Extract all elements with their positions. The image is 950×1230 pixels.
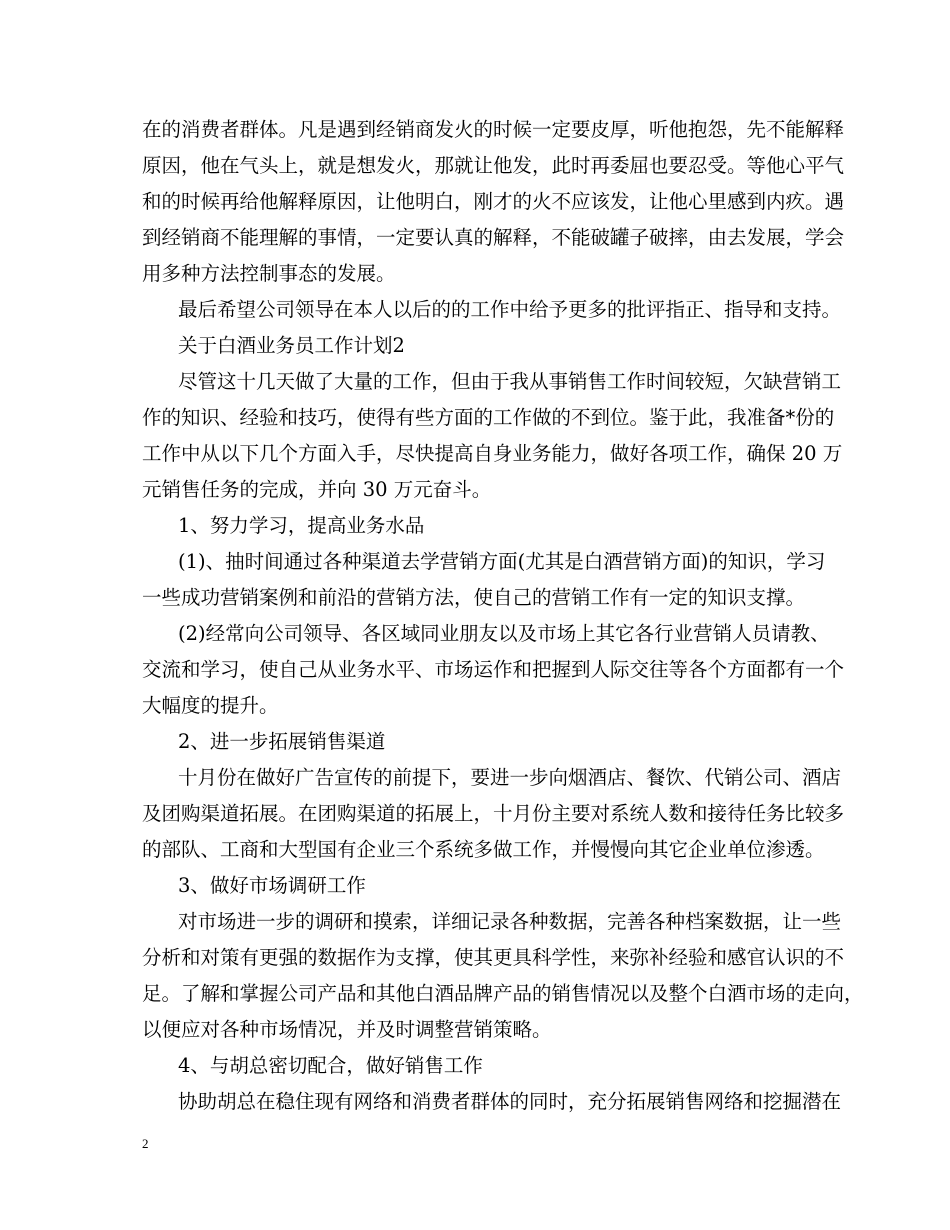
text-line: (1)、抽时间通过各种渠道去学营销方面(尤其是白酒营销方面)的知识，学习: [178, 550, 826, 573]
text-line: 分析和对策有更强的数据作为支撑，使其更具科学性，来弥补经验和感官认识的不: [142, 946, 845, 969]
text-line: 原因，他在气头上，就是想发火，那就让他发，此时再委屈也要忍受。等他心平气: [142, 154, 845, 177]
text-line: 尽管这十几天做了大量的工作，但由于我从事销售工作时间较短，欠缺营销工: [178, 370, 842, 393]
text-line: 大幅度的提升。: [142, 694, 279, 717]
text-line: (2)经常向公司领导、各区域同业朋友以及市场上其它各行业营销人员请教、: [178, 622, 830, 645]
text-line: 协助胡总在稳住现有网络和消费者群体的同时，充分拓展销售网络和挖掘潜在: [178, 1090, 842, 1113]
text-line: 作的知识、经验和技巧，使得有些方面的工作做的不到位。鉴于此，我准备*份的: [142, 406, 835, 429]
heading-1: 1、努力学习，提高业务水品: [178, 514, 425, 537]
heading-4: 4、与胡总密切配合，做好销售工作: [178, 1054, 483, 1077]
text-line: 元销售任务的完成，并向 30 万元奋斗。: [142, 478, 492, 501]
section-title: 关于白酒业务员工作计划2: [178, 334, 405, 357]
text-line: 对市场进一步的调研和摸索，详细记录各种数据，完善各种档案数据，让一些: [178, 910, 842, 933]
text-line: 最后希望公司领导在本人以后的的工作中给予更多的批评指正、指导和支持。: [178, 298, 842, 321]
text-line: 和的时候再给他解释原因，让他明白，刚才的火不应该发，让他心里感到内疚。遇: [142, 190, 845, 213]
text-line: 足。了解和掌握公司产品和其他白酒品牌产品的销售情况以及整个白酒市场的走向，: [142, 982, 864, 1005]
heading-2: 2、进一步拓展销售渠道: [178, 730, 386, 753]
text-line: 及团购渠道拓展。在团购渠道的拓展上，十月份主要对系统人数和接待任务比较多: [142, 802, 845, 825]
text-line: 工作中从以下几个方面入手，尽快提高自身业务能力，做好各项工作，确保 20 万: [142, 442, 843, 465]
text-line: 十月份在做好广告宣传的前提下，要进一步向烟酒店、餐饮、代销公司、酒店: [178, 766, 842, 789]
text-line: 的部队、工商和大型国有企业三个系统多做工作，并慢慢向其它企业单位渗透。: [142, 838, 825, 861]
text-line: 一些成功营销案例和前沿的营销方法，使自己的营销工作有一定的知识支撑。: [142, 586, 806, 609]
text-line: 以便应对各种市场情况，并及时调整营销策略。: [142, 1018, 552, 1041]
text-line: 在的消费者群体。凡是遇到经销商发火的时候一定要皮厚，听他抱怨，先不能解释: [142, 118, 845, 141]
heading-3: 3、做好市场调研工作: [178, 874, 366, 897]
page-number: 2: [142, 1136, 149, 1151]
text-line: 用多种方法控制事态的发展。: [142, 262, 396, 285]
text-line: 到经销商不能理解的事情，一定要认真的解释，不能破罐子破摔，由去发展，学会: [142, 226, 845, 249]
text-line: 交流和学习，使自己从业务水平、市场运作和把握到人际交往等各个方面都有一个: [142, 658, 845, 681]
